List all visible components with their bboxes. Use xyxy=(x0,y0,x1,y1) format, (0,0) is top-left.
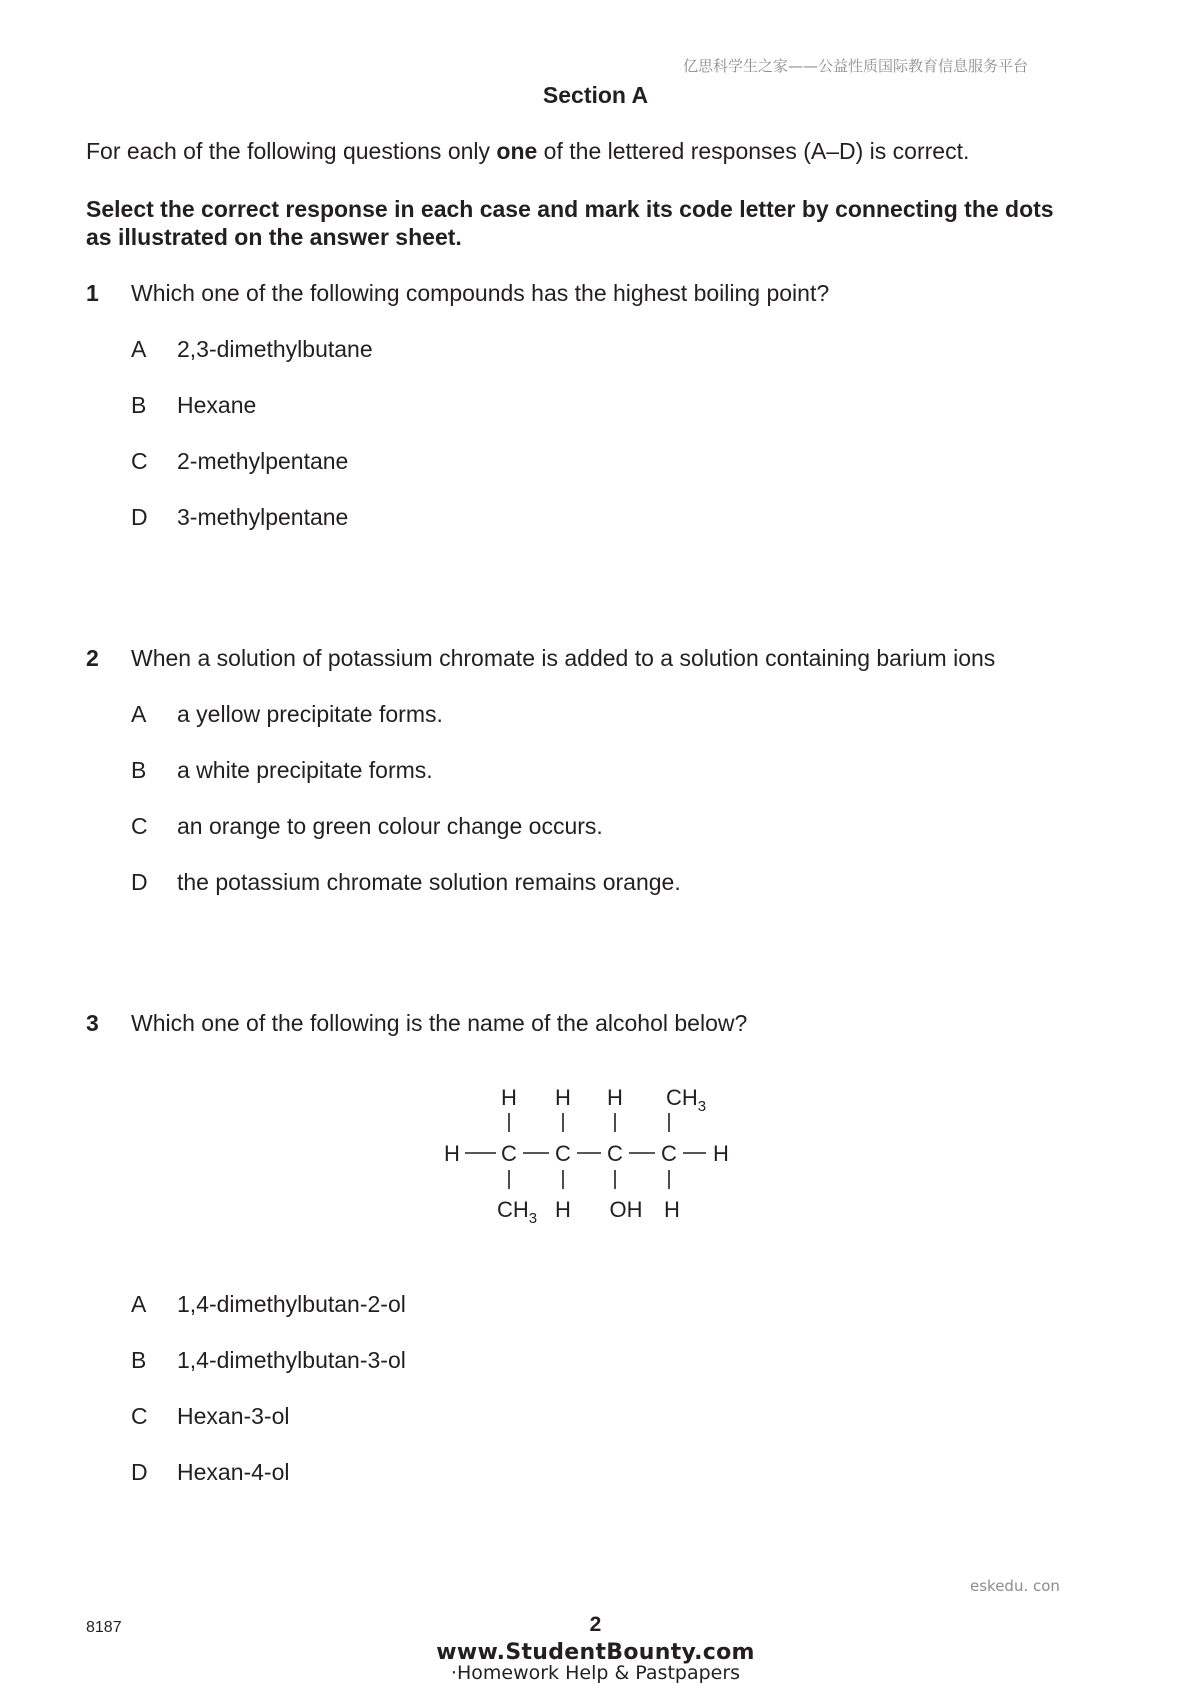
q1-option-a-text: 2,3-dimethylbutane xyxy=(177,336,373,362)
intro-emphasis: one xyxy=(496,138,538,164)
question-3-text: Which one of the following is the name of the alcohol below? xyxy=(131,1010,748,1036)
q2-option-b-letter: B xyxy=(131,757,147,783)
q2-option-b-text: a white precipitate forms. xyxy=(177,757,433,783)
group-ch3-bottom-sub: 3 xyxy=(528,1210,538,1227)
atom-h-top-3: H xyxy=(607,1085,623,1110)
instructions-line-2: as illustrated on the answer sheet. xyxy=(86,224,462,250)
q1-option-c-text: 2-methylpentane xyxy=(177,448,349,474)
group-ch3-bottom-ch: CH xyxy=(497,1197,529,1222)
q1-option-c-letter: C xyxy=(131,448,148,474)
q3-option-d-text: Hexan-4-ol xyxy=(177,1459,290,1485)
q2-option-d-letter: D xyxy=(131,869,148,895)
group-ch3-top-ch: CH xyxy=(666,1085,698,1110)
header-watermark: 亿思科学生之家——公益性质国际教育信息服务平台 xyxy=(683,57,1029,75)
q2-option-a-text: a yellow precipitate forms. xyxy=(177,701,443,727)
atom-h-bottom-4: H xyxy=(664,1197,680,1222)
q1-option-d-letter: D xyxy=(131,504,148,530)
question-1-text: Which one of the following compounds has the highest boiling point? xyxy=(131,280,830,306)
intro-after: of the lettered responses (A–D) is correct. xyxy=(537,138,970,164)
q1-option-b-letter: B xyxy=(131,392,147,418)
q1-option-d-text: 3-methylpentane xyxy=(177,504,349,530)
atom-h-bottom-2: H xyxy=(555,1197,571,1222)
group-ch3-top xyxy=(666,1085,706,1115)
q2-option-c-text: an orange to green colour change occurs. xyxy=(177,813,603,839)
q3-option-b-text: 1,4-dimethylbutan-3-ol xyxy=(177,1347,406,1373)
paper-code: 8187 xyxy=(86,1619,122,1636)
q3-option-a-letter: A xyxy=(131,1291,147,1317)
q1-option-a-letter: A xyxy=(131,336,147,362)
question-2-number: 2 xyxy=(86,645,99,671)
q2-option-a-letter: A xyxy=(131,701,147,727)
atom-c-4: C xyxy=(661,1141,677,1166)
alcohol-structure xyxy=(440,1075,760,1235)
site-watermark: eskedu. con xyxy=(970,1577,1060,1595)
atom-h-right: H xyxy=(713,1141,729,1166)
studentbounty-url: www.StudentBounty.com xyxy=(436,1640,755,1665)
atom-h-top-2: H xyxy=(555,1085,571,1110)
group-ch3-bottom xyxy=(497,1197,537,1227)
question-3-number: 3 xyxy=(86,1010,99,1036)
atom-h-top-1: H xyxy=(501,1085,517,1110)
q3-option-b-letter: B xyxy=(131,1347,147,1373)
q2-option-c-letter: C xyxy=(131,813,148,839)
atom-c-1: C xyxy=(501,1141,517,1166)
studentbounty-tagline: ·Homework Help & Pastpapers xyxy=(450,1662,741,1684)
intro-before: For each of the following questions only xyxy=(86,138,497,164)
group-oh: OH xyxy=(609,1197,643,1222)
question-2-text: When a solution of potassium chromate is added to a solution containing barium ions xyxy=(131,645,996,671)
q3-option-c-text: Hexan-3-ol xyxy=(177,1403,290,1429)
q3-option-a-text: 1,4-dimethylbutan-2-ol xyxy=(177,1291,406,1317)
atom-c-3: C xyxy=(607,1141,623,1166)
section-title: Section A xyxy=(542,82,649,108)
q3-option-c-letter: C xyxy=(131,1403,148,1429)
atom-c-2: C xyxy=(555,1141,571,1166)
q1-option-b-text: Hexane xyxy=(177,392,257,418)
q3-option-d-letter: D xyxy=(131,1459,148,1485)
instructions xyxy=(86,195,1126,251)
atom-h-left: H xyxy=(444,1141,460,1166)
group-ch3-top-sub: 3 xyxy=(697,1098,707,1115)
intro-text xyxy=(86,138,969,165)
question-1-number: 1 xyxy=(86,280,99,306)
q2-option-d-text: the potassium chromate solution remains orange. xyxy=(177,869,681,895)
page-number: 2 xyxy=(589,1613,602,1636)
instructions-line-1: Select the correct response in each case and mark its code letter by connecting the dots xyxy=(86,196,1054,222)
